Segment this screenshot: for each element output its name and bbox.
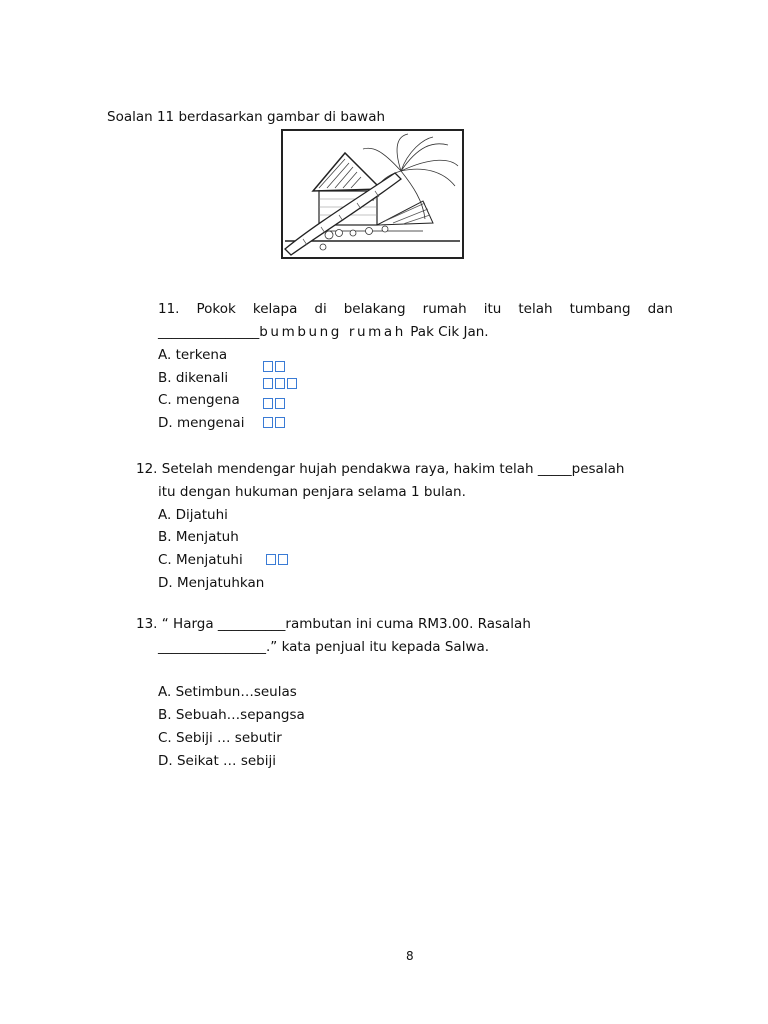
- q11-spaced-text: bumbung rumah: [259, 324, 406, 340]
- glyph-box-icon: [263, 398, 273, 409]
- glyph-box-icon-group: [263, 375, 299, 391]
- q13-option-b[interactable]: B. Sebuah…sepangsa: [158, 707, 305, 723]
- glyph-box-icon: [263, 361, 273, 372]
- option-label: A. terkena: [158, 347, 228, 363]
- q11-word: 11.: [158, 301, 180, 317]
- glyph-box-icon: [275, 417, 285, 428]
- glyph-box-icon: [275, 378, 285, 389]
- glyph-box-icon-group: [263, 414, 287, 430]
- glyph-box-icon-group: [263, 358, 287, 374]
- q12-text-end: pesalah: [571, 461, 625, 477]
- glyph-box-icon-group: [263, 395, 287, 411]
- q13-text-end: .” kata penjual itu kepada Salwa.: [266, 639, 490, 655]
- q11-word: tumbang: [569, 301, 631, 317]
- glyph-box-icon-group: [266, 551, 290, 567]
- q13-blank: __________: [217, 616, 286, 632]
- q11-word: itu: [483, 301, 502, 317]
- q11-word: di: [314, 301, 327, 317]
- q12-option-a[interactable]: A. Dijatuhi: [158, 507, 228, 523]
- glyph-box-icon: [275, 361, 285, 372]
- option-label: B. dikenali: [158, 370, 229, 386]
- glyph-box-icon: [278, 554, 288, 565]
- q11-line-2: [158, 324, 489, 340]
- glyph-box-icon: [287, 378, 297, 389]
- q12-line-2: itu dengan hukuman penjara selama 1 bulan.: [158, 484, 466, 500]
- q11-word: kelapa: [252, 301, 298, 317]
- q12-option-d[interactable]: D. Menjatuhkan: [158, 575, 265, 591]
- q12-option-b[interactable]: B. Menjatuh: [158, 529, 239, 545]
- q11-option-a[interactable]: [158, 347, 227, 363]
- q13-option-c[interactable]: C. Sebiji … sebutir: [158, 730, 282, 746]
- q11-word: dan: [647, 301, 673, 317]
- q11-option-d[interactable]: [158, 415, 244, 431]
- q13-blank: ________________: [158, 639, 266, 655]
- page-number: 8: [406, 949, 414, 963]
- q11-word: telah: [518, 301, 553, 317]
- glyph-box-icon: [275, 398, 285, 409]
- glyph-box-icon: [266, 554, 276, 565]
- option-label: C. mengena: [158, 392, 240, 408]
- q13-text: 13. “ Harga: [136, 616, 218, 632]
- option-label: D. mengenai: [158, 415, 245, 431]
- glyph-box-icon: [263, 417, 273, 428]
- q11-option-c[interactable]: [158, 392, 240, 408]
- q11-line-1: [158, 301, 673, 317]
- q11-word: belakang: [343, 301, 406, 317]
- q11-word: rumah: [422, 301, 467, 317]
- intro-text: Soalan 11 berdasarkan gambar di bawah: [107, 109, 386, 125]
- q11-option-b[interactable]: [158, 370, 228, 386]
- q12-text: 12. Setelah mendengar hujah pendakwa raya, hakim telah: [136, 461, 538, 477]
- illustration-house-coconut-tree: [281, 129, 464, 259]
- q12-line-1: [136, 461, 624, 477]
- q11-word: Pokok: [196, 301, 236, 317]
- glyph-box-icon: [263, 378, 273, 389]
- q12-blank: _____: [537, 461, 572, 477]
- q13-text-end: rambutan ini cuma RM3.00. Rasalah: [285, 616, 531, 632]
- q11-line2-rest: Pak Cik Jan.: [405, 324, 489, 340]
- q13-option-a[interactable]: A. Setimbun…seulas: [158, 684, 297, 700]
- q13-line-2: [158, 639, 489, 655]
- q13-option-d[interactable]: D. Seikat … sebiji: [158, 753, 276, 769]
- q12-option-c[interactable]: C. Menjatuhi: [158, 552, 243, 568]
- q13-line-1: [136, 616, 531, 632]
- q11-blank: _______________: [158, 324, 260, 340]
